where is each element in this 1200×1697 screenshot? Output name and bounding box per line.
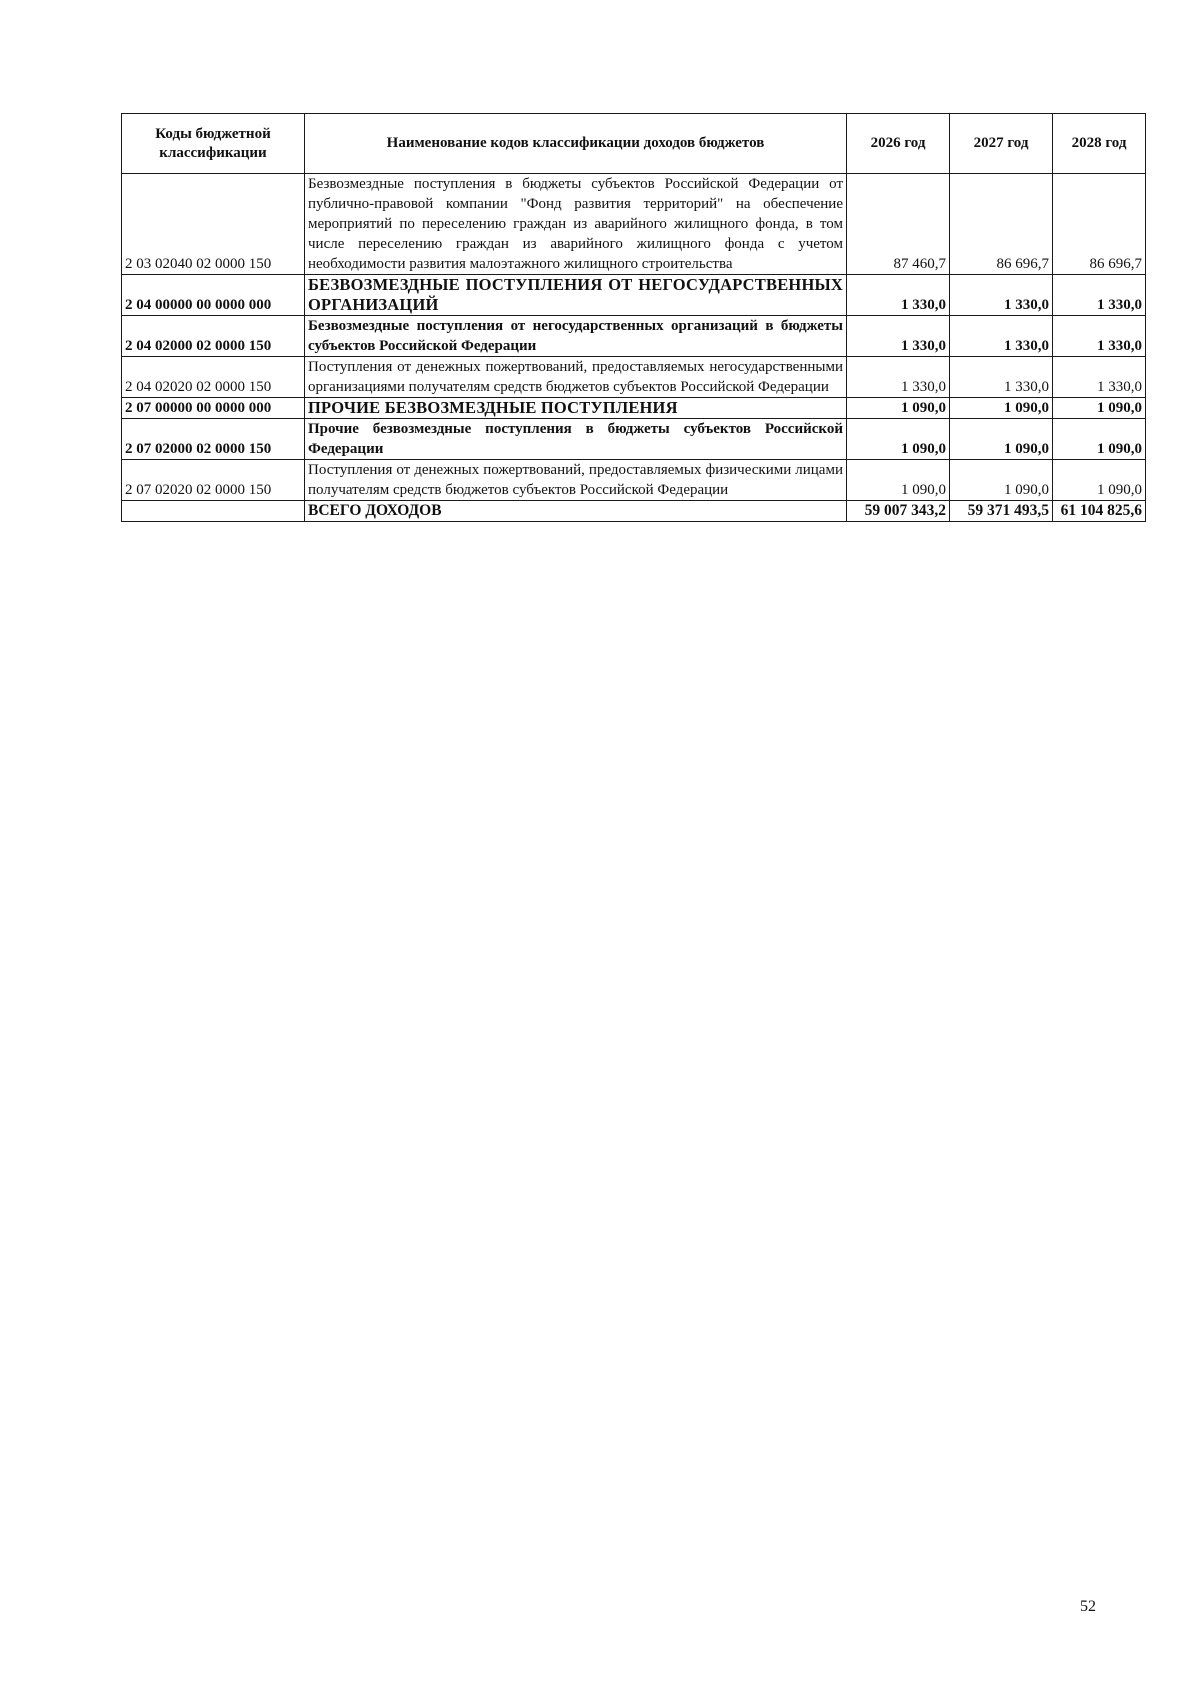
row-value-2028: 1 090,0 xyxy=(1053,419,1146,460)
header-code: Коды бюджетной классификации xyxy=(122,114,305,174)
total-code xyxy=(122,501,305,522)
row-code: 2 07 00000 00 0000 000 xyxy=(122,398,305,419)
total-value-2027: 59 371 493,5 xyxy=(950,501,1053,522)
row-value-2028: 86 696,7 xyxy=(1053,174,1146,275)
table-row xyxy=(122,174,1146,275)
table-header-row xyxy=(122,114,1146,174)
table-row xyxy=(122,460,1146,501)
row-name: Безвозмездные поступления от негосударственных организаций в бюджеты субъектов Российской Федерации xyxy=(305,316,847,357)
row-value-2027: 1 330,0 xyxy=(950,275,1053,316)
total-name: ВСЕГО ДОХОДОВ xyxy=(305,501,847,522)
row-code: 2 07 02000 02 0000 150 xyxy=(122,419,305,460)
table-row xyxy=(122,398,1146,419)
row-name: ПРОЧИЕ БЕЗВОЗМЕЗДНЫЕ ПОСТУПЛЕНИЯ xyxy=(305,398,847,419)
header-2028: 2028 год xyxy=(1053,114,1146,174)
row-value-2027: 1 330,0 xyxy=(950,357,1053,398)
budget-revenue-table xyxy=(121,113,1146,522)
row-value-2026: 1 090,0 xyxy=(847,398,950,419)
row-value-2026: 1 090,0 xyxy=(847,460,950,501)
table-row xyxy=(122,275,1146,316)
page-number: 52 xyxy=(1080,1598,1096,1615)
row-name: Безвозмездные поступления в бюджеты субъектов Российской Федерации от публично-правовой компании "Фонд развития территорий" на обеспечение мероприятий по переселению граждан из аварийного жилищного фонда, в том числе переселению граждан из аварийного жилищного фонда с учетом необходимости развития малоэтажного жилищного строительства xyxy=(305,174,847,275)
row-name: Поступления от денежных пожертвований, предоставляемых физическими лицами получателям средств бюджетов субъектов Российской Федерации xyxy=(305,460,847,501)
table-row xyxy=(122,316,1146,357)
header-2027: 2027 год xyxy=(950,114,1053,174)
total-value-2026: 59 007 343,2 xyxy=(847,501,950,522)
header-name: Наименование кодов классификации доходов бюджетов xyxy=(305,114,847,174)
row-value-2028: 1 330,0 xyxy=(1053,275,1146,316)
row-value-2028: 1 330,0 xyxy=(1053,357,1146,398)
row-name: Поступления от денежных пожертвований, предоставляемых негосударственными организациями получателям средств бюджетов субъектов Российской Федерации xyxy=(305,357,847,398)
table-row xyxy=(122,419,1146,460)
row-value-2026: 1 330,0 xyxy=(847,275,950,316)
row-value-2027: 1 330,0 xyxy=(950,316,1053,357)
row-value-2028: 1 090,0 xyxy=(1053,398,1146,419)
total-value-2028: 61 104 825,6 xyxy=(1053,501,1146,522)
row-value-2027: 1 090,0 xyxy=(950,460,1053,501)
row-value-2028: 1 090,0 xyxy=(1053,460,1146,501)
row-value-2026: 1 090,0 xyxy=(847,419,950,460)
row-value-2027: 86 696,7 xyxy=(950,174,1053,275)
row-code: 2 04 02020 02 0000 150 xyxy=(122,357,305,398)
row-value-2026: 1 330,0 xyxy=(847,316,950,357)
row-value-2028: 1 330,0 xyxy=(1053,316,1146,357)
table-row xyxy=(122,357,1146,398)
row-name: БЕЗВОЗМЕЗДНЫЕ ПОСТУПЛЕНИЯ ОТ НЕГОСУДАРСТВЕННЫХ ОРГАНИЗАЦИЙ xyxy=(305,275,847,316)
row-value-2026: 1 330,0 xyxy=(847,357,950,398)
row-code: 2 07 02020 02 0000 150 xyxy=(122,460,305,501)
row-value-2027: 1 090,0 xyxy=(950,398,1053,419)
row-name: Прочие безвозмездные поступления в бюджеты субъектов Российской Федерации xyxy=(305,419,847,460)
row-code: 2 03 02040 02 0000 150 xyxy=(122,174,305,275)
row-code: 2 04 00000 00 0000 000 xyxy=(122,275,305,316)
row-code: 2 04 02000 02 0000 150 xyxy=(122,316,305,357)
row-value-2026: 87 460,7 xyxy=(847,174,950,275)
header-2026: 2026 год xyxy=(847,114,950,174)
total-row xyxy=(122,501,1146,522)
row-value-2027: 1 090,0 xyxy=(950,419,1053,460)
